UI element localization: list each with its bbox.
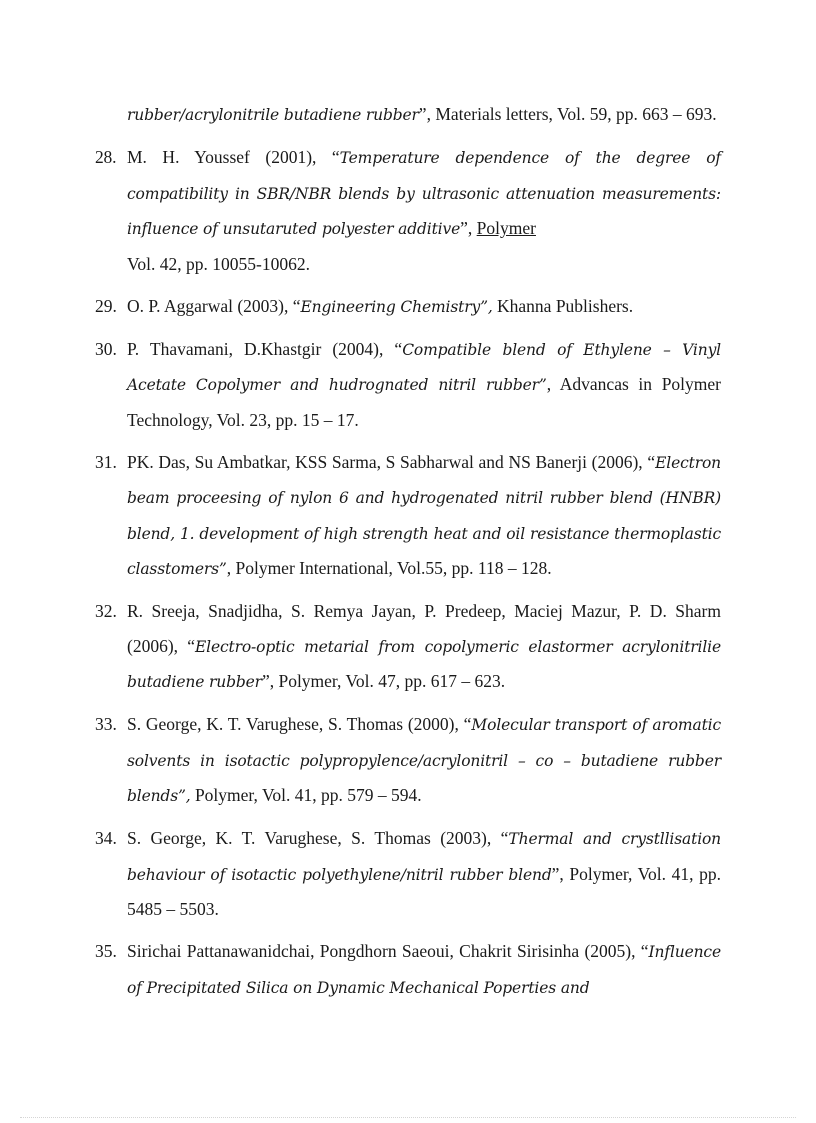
reference-item-35 [95, 934, 721, 1005]
reference-title: Influence of Precipitated Silica on Dynamic Mechanical Poperties and [127, 943, 721, 997]
reference-authors: O. P. Aggarwal (2003), “ [127, 295, 301, 316]
reference-item-33 [95, 707, 721, 814]
reference-number: 29. [95, 295, 117, 316]
reference-source: Polymer, Vol. 41, pp. 579 – 594. [190, 785, 422, 805]
reference-title: rubber/acrylonitrile butadiene rubber [127, 106, 419, 124]
reference-authors: M. H. Youssef (2001), “ [127, 147, 340, 167]
reference-number: 34. [95, 828, 117, 848]
reference-source: ”, Polymer, Vol. 47, pp. 617 – 623. [261, 671, 506, 691]
reference-source: Vol. 42, pp. 10055-10062. [127, 253, 310, 274]
reference-title: Engineering Chemistry”, [300, 297, 493, 316]
reference-title: Thermal and crystllisation behaviour of isotactic polyethylene/nitril rubber blend [127, 830, 722, 884]
reference-source-pre: ”, [460, 218, 477, 238]
reference-source: , Polymer International, Vol.55, pp. 118 – 128. [226, 558, 552, 578]
reference-title: Molecular transport of aromatic solvents in isotactic polypropylence/acrylonitril – co – butadiene rubber blends”, [127, 716, 721, 805]
reference-number: 33. [95, 714, 117, 734]
reference-authors: Sirichai Pattanawanidchai, Pongdhorn Saeoui, Chakrit Sirisinha (2005), “ [127, 941, 649, 961]
reference-source: ”, Materials letters, Vol. 59, pp. 663 – 693. [418, 104, 717, 124]
reference-authors: P. Thavamani, D.Khastgir (2004), “ [127, 338, 403, 359]
reference-item-30 [95, 332, 721, 438]
reference-item-29 [95, 289, 721, 325]
reference-number: 30. [95, 338, 117, 359]
reference-list [95, 97, 721, 1013]
reference-source: , Advancas in Polymer Technology, Vol. 23, pp. 15 – 17. [127, 374, 722, 430]
reference-item-31 [95, 445, 721, 587]
reference-title: Temperature dependence of the degree of compatibility in SBR/NBR blends by ultrasonic attenuation measurements: influence of unsutaruted polyester additive [127, 149, 721, 238]
reference-journal-link: Polymer [476, 218, 536, 238]
reference-number: 35. [95, 941, 117, 961]
reference-source: ”, Polymer, Vol. 41, pp. 5485 – 5503. [127, 863, 722, 919]
page-bottom-divider [20, 1117, 796, 1118]
reference-item-34 [95, 821, 721, 927]
reference-number: 32. [95, 601, 117, 621]
reference-source: Khanna Publishers. [492, 295, 634, 316]
reference-item-32 [95, 594, 721, 700]
reference-title: Compatible blend of Ethylene – Vinyl Acetate Copolymer and hudrognated nitril rubber” [127, 340, 721, 394]
reference-item-27-continued [95, 97, 721, 133]
reference-authors: S. George, K. T. Varughese, S. Thomas (2003), “ [127, 828, 509, 848]
reference-authors: PK. Das, Su Ambatkar, KSS Sarma, S Sabharwal and NS Banerji (2006), “ [127, 451, 656, 472]
reference-number: 28. [95, 147, 117, 167]
reference-number: 31. [95, 451, 117, 472]
reference-item-28 [95, 140, 721, 281]
reference-title: Electron beam proceesing of nylon 6 and hydrogenated nitril rubber blend (HNBR) blend, 1. development of high strength heat and oil resistance thermoplastic classtomers” [127, 453, 721, 578]
reference-authors: R. Sreeja, Snadjidha, S. Remya Jayan, P. Predeep, Maciej Mazur, P. D. Sharm (2006), “ [127, 601, 721, 656]
reference-title: Electro-optic metarial from copolymeric elastormer acrylonitrilie butadiene rubber [127, 637, 721, 691]
reference-authors: S. George, K. T. Varughese, S. Thomas (2000), “ [127, 714, 472, 734]
